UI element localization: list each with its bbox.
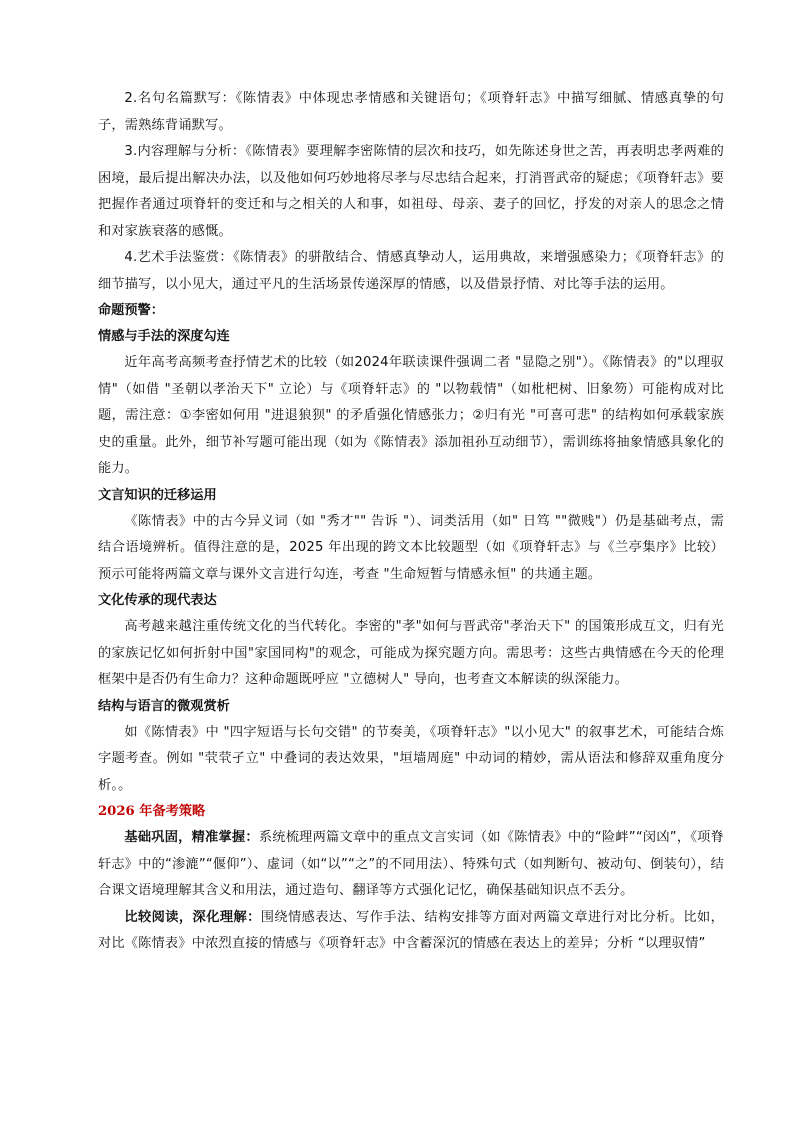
section-text-emotion: 近年高考高频考查抒情艺术的比较（如2024年联读课件强调二者 "显隐之别"）。《陈情表》的"以理驭情"（如借 "圣朝以孝治天下" 立论）与《项脊轩志》的 "以物载情"（如枇杷树、旧象笏）可能构成对比题，需注意：①李密如何用 "进退狼狈" 的矛盾强化情感张力；②归有光 "可喜可悲" 的结构如何承载家族史的重量。此外，细节补写题可能出现（如为《陈情表》添加祖孙互动细节），需训练将抽象情感具象化的能力。	[98, 355, 724, 476]
section-text-structure-language: 如《陈情表》中 "四字短语与长句交错" 的节奏美，《项脊轩志》"以小见大" 的叙事艺术，可能结合炼字题考查。例如 "茕茕孑立" 中叠词的表达效果，"垣墙周庭" 中动词的精妙，需从语法和修辞双重角度分析。。	[98, 724, 724, 793]
section-text-classical-knowledge: 《陈情表》中的古今异义词（如 "秀才"" 告诉 "）、词类活用（如" 日笃 ""微贱"）仍是基础考点，需结合语境辨析。值得注意的是，2025 年出现的跨文本比较题型（如《项脊轩志》与《兰亭集序》比较）预示可能将两篇文章与课外文言进行勾连，考查 "生命短暂与情感永恒" 的共通主题。	[98, 513, 724, 582]
section-title-classical-knowledge: 文言知识的迁移运用	[98, 487, 217, 503]
strategy-comparison-lead: 比较阅读，深化理解：	[124, 909, 261, 925]
section-title-structure-language: 结构与语言的微观赏析	[98, 698, 230, 714]
strategy-comparison	[98, 905, 724, 958]
section-text-cultural-heritage: 高考越来越注重传统文化的当代转化。李密的"孝"如何与晋武帝"孝治天下" 的国策形成互文，归有光的家族记忆如何折射中国"家国同构"的观念，可能成为探究题方向。需思考：这些古典情感在今天的伦理框架中是否仍有生命力？这种命题既呼应 "立德树人" 导向，也考查文本解读的纵深能力。	[98, 619, 724, 687]
document-body	[98, 86, 724, 958]
strategy-basic-lead: 基础巩固，精准掌握：	[124, 830, 259, 845]
strategy-basic	[98, 825, 724, 905]
section-title-cultural-heritage: 文化传承的现代表达	[98, 593, 217, 608]
list-item-art-techniques: 4.艺术手法鉴赏：《陈情表》的骈散结合、情感真挚动人，运用典故，来增强感染力；《项脊轩志》的细节描写，以小见大，通过平凡的生活场景传递深厚的情感，以及借景抒情、对比等手法的运用。	[98, 250, 724, 292]
warning-heading: 命题预警：	[98, 303, 164, 318]
list-item-content-analysis: 3.内容理解与分析：《陈情表》要理解李密陈情的层次和技巧，如先陈述身世之苦，再表明忠孝两难的困境，最后提出解决办法，以及他如何巧妙地将尽孝与尽忠结合起来，打消晋武帝的疑虑；《项脊轩志》要把握作者通过项脊轩的变迁和与之相关的人和事，如祖母、母亲、妻子的回忆，抒发的对亲人的思念之情和对家族衰落的感慨。	[98, 144, 724, 239]
strategy-comparison-text: 围绕情感表达、写作手法、结构安排等方面对两篇文章进行对比分析。比如，对比《陈情表》中浓烈直接的情感与《项脊轩志》中含蓄深沉的情感在表达上的差异；分析 “以理驭情”	[98, 909, 725, 951]
list-item-dictation: 2.名句名篇默写：《陈情表》中体现忠孝情感和关键语句；《项脊轩志》中描写细腻、情感真挚的句子，需熟练背诵默写。	[98, 91, 724, 133]
strategy-heading: 2026 年备考策略	[98, 804, 206, 819]
section-title-emotion: 情感与手法的深度勾连	[98, 329, 230, 344]
strategy-basic-text: 系统梳理两篇文章中的重点文言实词（如《陈情表》中的“险衅”“闵凶”，《项脊轩志》中的“渗漉”“偃仰”）、虚词（如“以”“之”的不同用法）、特殊句式（如判断句、被动句、倒装句），结合课文语境理解其含义和用法，通过造句、翻译等方式强化记忆，确保基础知识点不丢分。	[98, 830, 725, 898]
